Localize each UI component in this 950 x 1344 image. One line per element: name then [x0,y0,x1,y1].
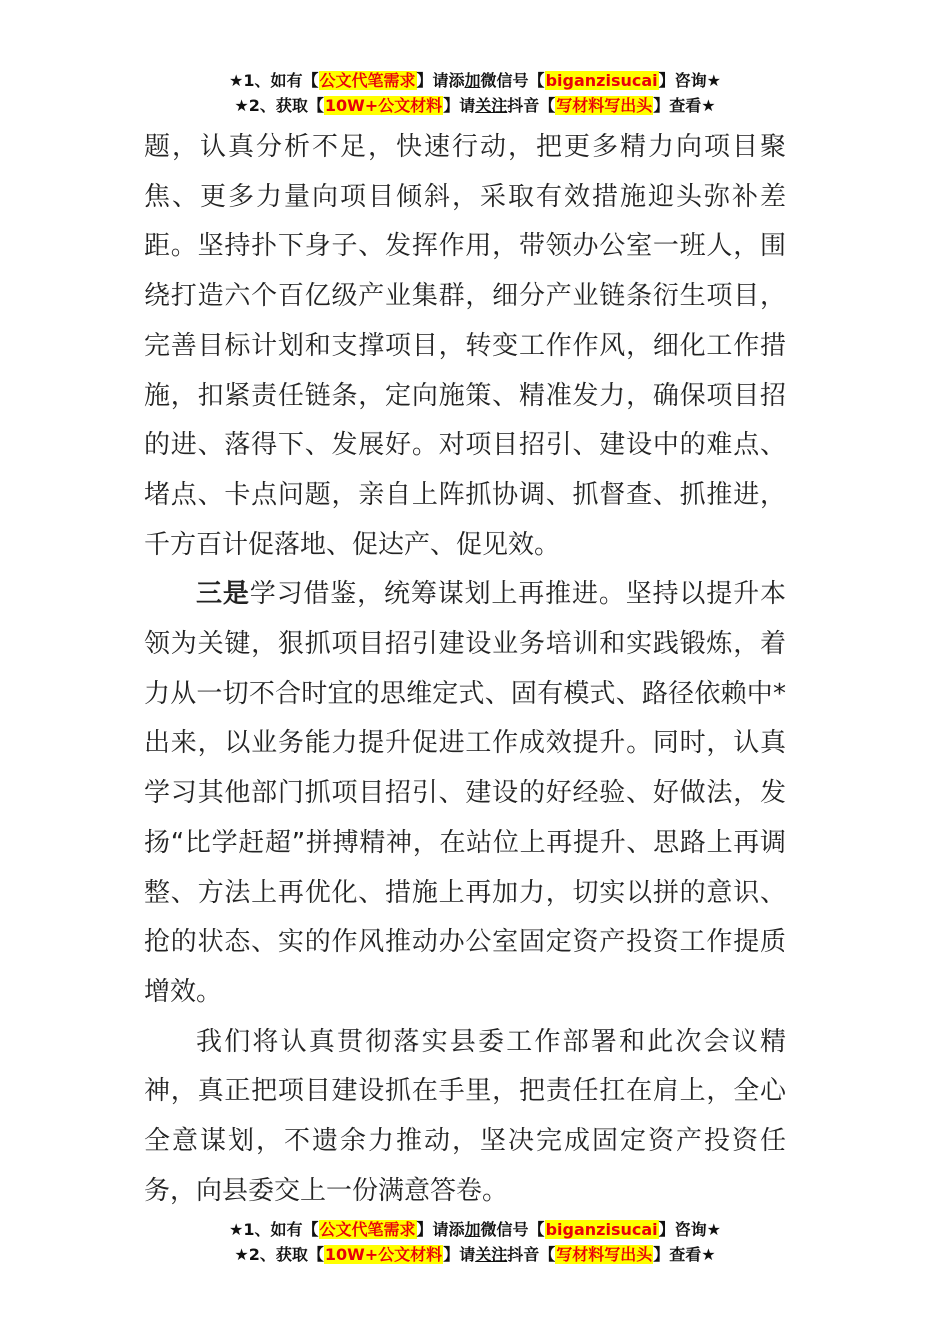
banner-text: 】请 [443,1245,476,1264]
highlight-douyin-account: 写材料写出头 [556,96,653,115]
banner-text: ★2、获取【 [234,1245,324,1264]
banner-text: 】查看★ [653,1245,716,1264]
header-banner [0,68,950,118]
footer-banner-line-2 [0,1242,950,1267]
footer-banner [0,1217,950,1267]
banner-emphasis: 关注 [475,1245,508,1264]
banner-text: 】请 [443,96,476,115]
banner-text: 抖音【 [507,96,556,115]
banner-text: 抖音【 [507,1245,556,1264]
highlight-materials: 10W+公文材料 [324,1245,443,1264]
banner-text: 】查看★ [653,96,716,115]
banner-text: 】请添 [416,71,465,90]
highlight-douyin-account: 写材料写出头 [556,1245,653,1264]
banner-text: ★2、获取【 [234,96,324,115]
banner-text: ★1、如有【 [229,1220,319,1239]
paragraph-3: 我们将认真贯彻落实县委工作部署和此次会议精神，真正把项目建设抓在手里，把责任扛在肩上，全心全意谋划，不遗余力推动，坚决完成固定资产投资任务，向县委交上一份满意答卷。 [144,1026,786,1206]
paragraph-2 [144,570,786,1017]
banner-text: 】咨询★ [658,1220,721,1239]
banner-text: 】请添 [416,1220,465,1239]
banner-emphasis: 加 [464,1220,481,1239]
banner-text: 微信号【 [480,71,545,90]
footer-banner-line-1 [0,1217,950,1242]
highlight-service: 公文代笔需求 [319,1220,416,1239]
paragraph-2-text: 学习借鉴，统筹谋划上再推进。坚持以提升本领为关键，狠抓项目招引建设业务培训和实践锻炼，着力从一切不合时宜的思维定式、固有模式、路径依赖中*出来，以业务能力提升促进工作成效提升。同时，认真学习其他部门抓项目招引、建设的好经验、好做法，发扬“比学赶超”拼搏精神，在站位上再提升、思路上再调整、方法上再优化、措施上再加力，切实以拼的意识、抢的状态、实的作风推动办公室固定资产投资工作提质增效。 [144,579,786,1007]
highlight-service: 公文代笔需求 [319,71,416,90]
highlight-wechat-id: biganzisucai [545,1220,658,1239]
banner-text: 】咨询★ [658,71,721,90]
paragraph-1: 题，认真分析不足，快速行动，把更多精力向项目聚焦、更多力量向项目倾斜，采取有效措施迎头弥补差距。坚持扑下身子、发挥作用，带领办公室一班人，围绕打造六个百亿级产业集群，细分产业链条衍生项目，完善目标计划和支撑项目，转变工作作风，细化工作措施，扣紧责任链条，定向施策、精准发力，确保项目招的进、落得下、发展好。对项目招引、建设中的难点、堵点、卡点问题，亲自上阵抓协调、抓督查、抓推进，千方百计促落地、促达产、促见效。 [144,132,786,560]
highlight-wechat-id: biganzisucai [545,71,658,90]
banner-text: 微信号【 [480,1220,545,1239]
header-banner-line-1 [0,68,950,93]
banner-emphasis: 加 [464,71,481,90]
header-banner-line-2 [0,93,950,118]
banner-emphasis: 关注 [475,96,508,115]
highlight-materials: 10W+公文材料 [324,96,443,115]
document-body [144,123,786,1216]
paragraph-2-lead: 三是 [196,579,250,610]
banner-text: ★1、如有【 [229,71,319,90]
